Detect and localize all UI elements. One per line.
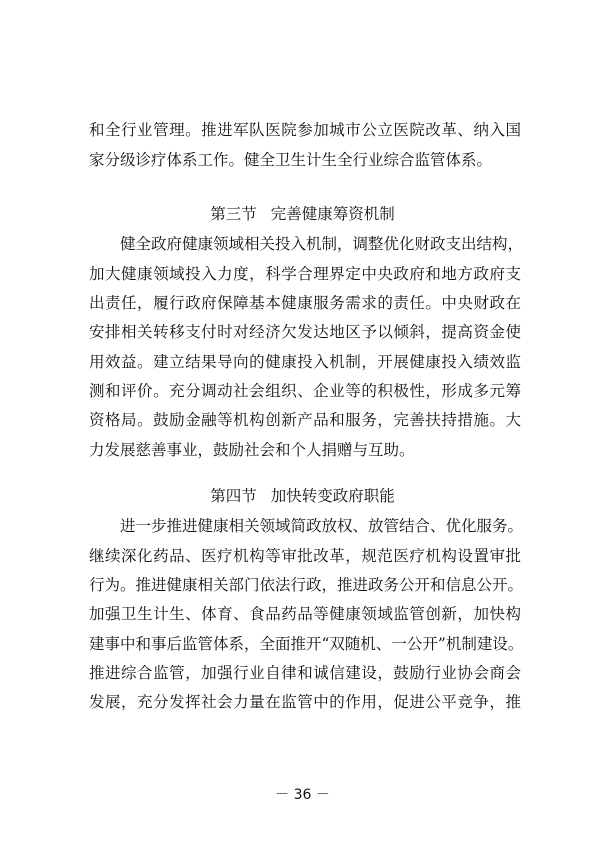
paragraph-line: 发展，充分发挥社会力量在监管中的作用，促进公平竞争，推	[89, 693, 521, 711]
paragraph-line: 资格局。鼓励金融等机构创新产品和服务，完善扶持措施。大	[89, 411, 521, 429]
paragraph-line: 行为。推进健康相关部门依法行政，推进政务公开和信息公开。	[89, 576, 524, 594]
paragraph-line: 出责任，履行政府保障基本健康服务需求的责任。中央财政在	[89, 294, 521, 312]
section-number: 第四节	[210, 487, 257, 505]
paragraph-line: 继续深化药品、医疗机构等审批改革，规范医疗机构设置审批	[89, 547, 521, 565]
paragraph-line: 建事中和事后监管体系，全面推开“双随机、一公开”机制建设。	[89, 635, 524, 653]
section-title: 完善健康筹资机制	[270, 205, 395, 223]
paragraph-line: 加强卫生计生、体育、食品药品等健康领域监管创新，加快构	[89, 605, 521, 623]
section-number: 第三节	[210, 205, 257, 223]
paragraph-line: 用效益。建立结果导向的健康投入机制，开展健康投入绩效监	[89, 353, 521, 371]
section-title: 加快转变政府职能	[270, 487, 395, 505]
page-number: － 36 －	[275, 787, 330, 803]
paragraph-line: 安排相关转移支付时对经济欠发达地区予以倾斜，提高资金使	[89, 323, 521, 341]
paragraph-line: 和全行业管理。推进军队医院参加城市公立医院改革、纳入国	[89, 121, 521, 139]
paragraph-line: 力发展慈善事业，鼓励社会和个人捐赠与互助。	[89, 441, 415, 459]
paragraph-line: 推进综合监管，加强行业自律和诚信建设，鼓励行业协会商会	[89, 664, 521, 682]
paragraph-line: 健全政府健康领域相关投入机制，调整优化财政支出结构，	[120, 235, 524, 253]
paragraph-line: 加大健康领域投入力度，科学合理界定中央政府和地方政府支	[89, 265, 521, 283]
section-heading	[0, 204, 605, 224]
section-heading	[0, 486, 605, 506]
paragraph-line: 测和评价。充分调动社会组织、企业等的积极性，形成多元筹	[89, 382, 521, 400]
paragraph-line: 进一步推进健康相关领域简政放权、放管结合、优化服务。	[120, 517, 524, 535]
paragraph-line: 家分级诊疗体系工作。健全卫生计生全行业综合监管体系。	[89, 151, 493, 169]
